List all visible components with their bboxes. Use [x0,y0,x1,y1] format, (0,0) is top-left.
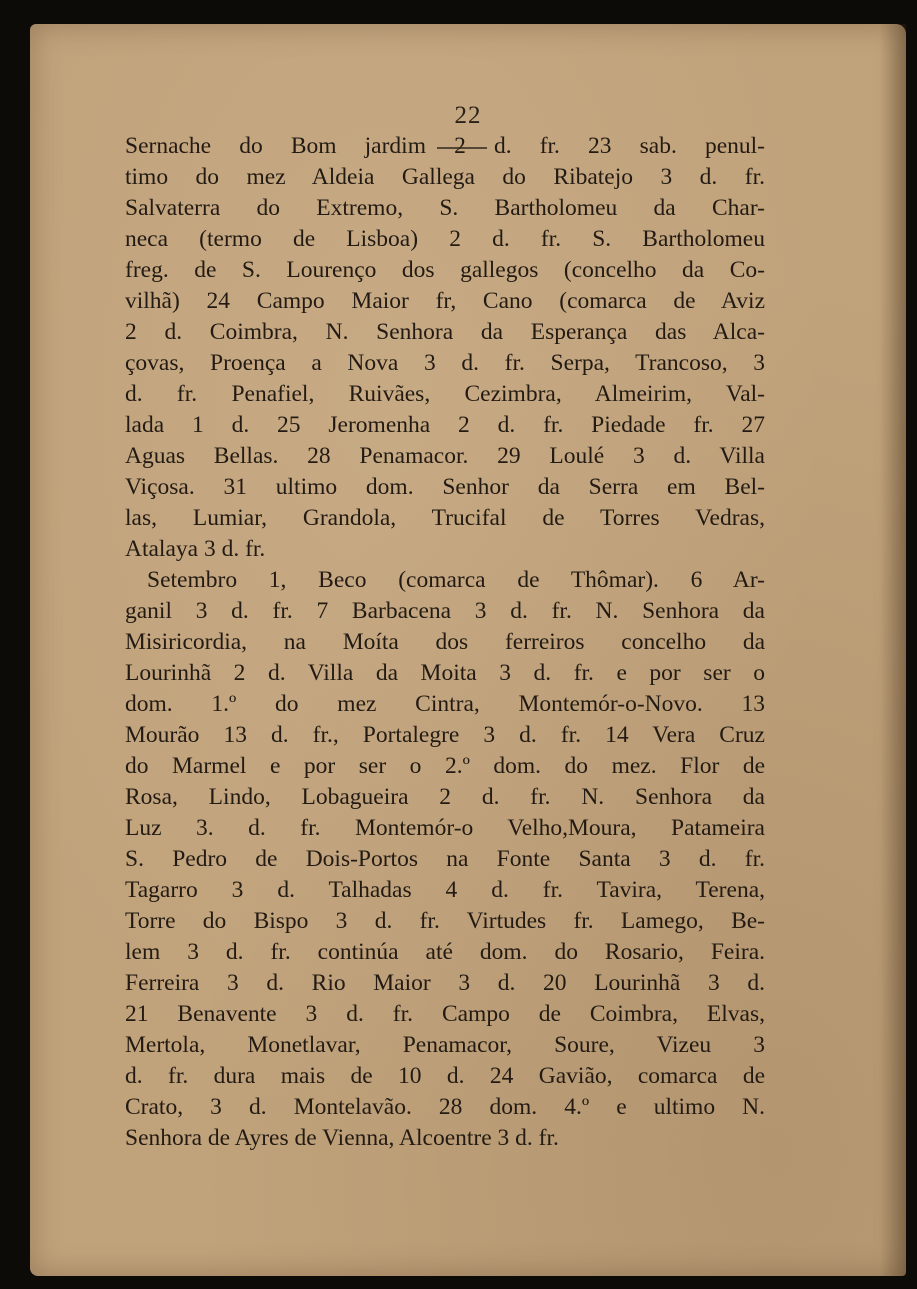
text-line: Atalaya 3 d. fr. [125,536,266,562]
text-line: S. Pedro de Dois-Portos na Fonte Santa 3 d. fr. [125,846,765,872]
page-body-text [125,131,765,1154]
text-line: Crato, 3 d. Montelavão. 28 dom. 4.º e ultimo N. [125,1094,765,1120]
text-line: timo do mez Aldeia Gallega do Ribatejo 3 d. fr. [125,164,765,190]
page-gutter-shadow [880,24,906,1276]
text-line: 21 Benavente 3 d. fr. Campo de Coimbra, Elvas, [125,1001,765,1027]
text-line: ganil 3 d. fr. 7 Barbacena 3 d. fr. N. Senhora da [125,598,765,624]
text-line: do Marmel e por ser o 2.º dom. do mez. Flor de [125,753,765,779]
text-line: las, Lumiar, Grandola, Trucifal de Torres Vedras, [125,505,765,531]
text-line: lada 1 d. 25 Jeromenha 2 d. fr. Piedade fr. 27 [125,412,765,438]
text-line: Misiricordia, na Moíta dos ferreiros concelho da [125,629,765,655]
text-line: Salvaterra do Extremo, S. Bartholomeu da Char- [125,195,765,221]
text-line: Sernache do Bom jardim 2 d. fr. 23 sab. penul- [125,133,765,159]
page-number: 22 [454,102,482,129]
text-line: Rosa, Lindo, Lobagueira 2 d. fr. N. Senhora da [125,784,765,810]
text-line: Ferreira 3 d. Rio Maior 3 d. 20 Lourinhã 3 d. [125,970,765,996]
text-line: Mertola, Monetlavar, Penamacor, Soure, Vizeu 3 [125,1032,765,1058]
text-line: neca (termo de Lisboa) 2 d. fr. S. Bartholomeu [125,226,765,252]
text-line: 2 d. Coimbra, N. Senhora da Esperança das Alca- [125,319,765,345]
text-line: vilhã) 24 Campo Maior fr, Cano (comarca de Aviz [125,288,765,314]
text-line: Setembro 1, Beco (comarca de Thômar). 6 Ar- [147,567,765,593]
text-line: d. fr. Penafiel, Ruivães, Cezimbra, Almeirim, Val- [125,381,765,407]
text-line: Senhora de Ayres de Vienna, Alcoentre 3 d. fr. [125,1125,559,1151]
text-line: Lourinhã 2 d. Villa da Moita 3 d. fr. e por ser o [125,660,765,686]
text-line: Torre do Bispo 3 d. fr. Virtudes fr. Lamego, Be- [125,908,765,934]
text-line: d. fr. dura mais de 10 d. 24 Gavião, comarca de [125,1063,765,1089]
text-line: Viçosa. 31 ultimo dom. Senhor da Serra em Bel- [125,474,765,500]
text-line: Aguas Bellas. 28 Penamacor. 29 Loulé 3 d. Villa [125,443,765,469]
text-line: Tagarro 3 d. Talhadas 4 d. fr. Tavira, Terena, [125,877,765,903]
text-line: lem 3 d. fr. continúa até dom. do Rosario, Feira. [125,939,765,965]
text-line: Mourão 13 d. fr., Portalegre 3 d. fr. 14 Vera Cruz [125,722,765,748]
text-line: çovas, Proença a Nova 3 d. fr. Serpa, Trancoso, 3 [125,350,765,376]
text-line: freg. de S. Lourenço dos gallegos (concelho da Co- [125,257,765,283]
text-line: Luz 3. d. fr. Montemór-o Velho,Moura, Patameira [125,815,765,841]
text-line: dom. 1.º do mez Cintra, Montemór-o-Novo. 13 [125,691,765,717]
